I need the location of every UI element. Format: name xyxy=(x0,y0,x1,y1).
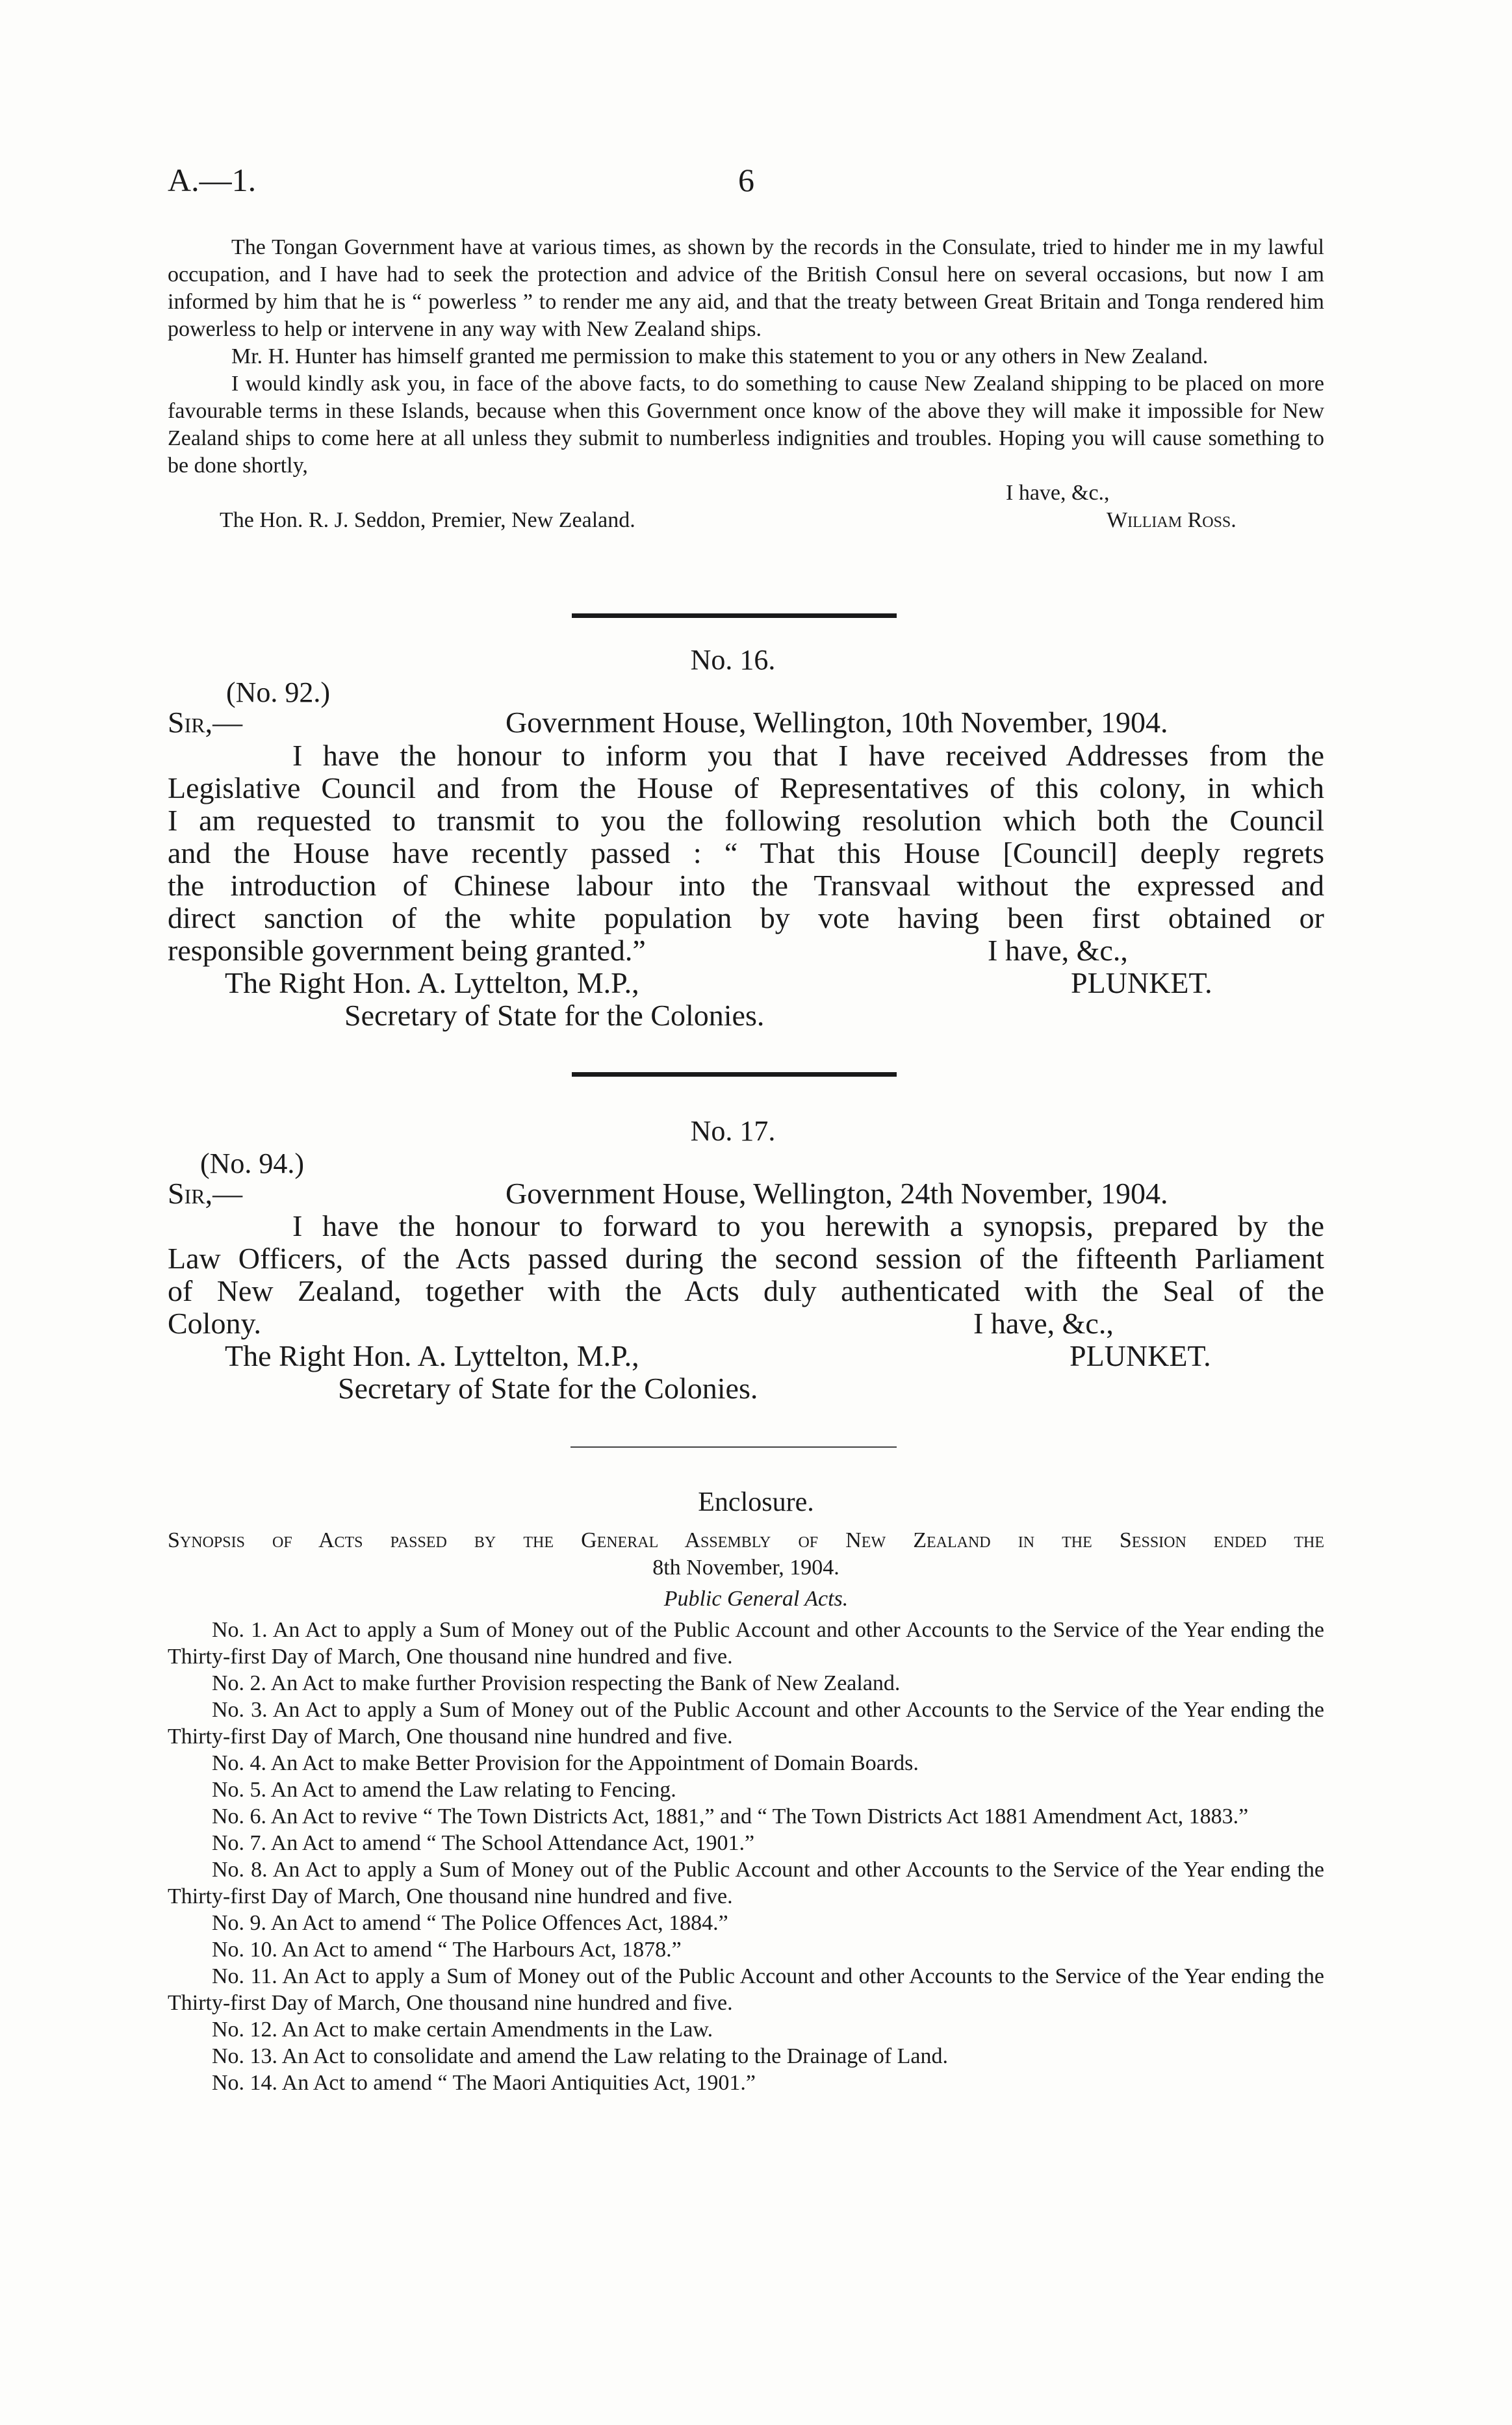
letter16-line: the introduction of Chinese labour into the Transvaal without the expressed and xyxy=(168,869,1324,902)
synopsis-heading xyxy=(168,1527,1324,1582)
section-divider xyxy=(572,613,897,618)
act-item: No. 14. An Act to amend “ The Maori Antiquities Act, 1901.” xyxy=(212,2071,756,2095)
letter17-salutation: Sir,— xyxy=(168,1177,243,1210)
act-item: No. 3. An Act to apply a Sum of Money out of the Public Account and other Accounts to the Service of the Year ending the Thirty-first Day of March, One thousand nine hundred and five. xyxy=(168,1698,1324,1749)
enclosure-title: Enclosure. xyxy=(698,1487,814,1517)
act-item: No. 12. An Act to make certain Amendments in the Law. xyxy=(212,2018,713,2042)
letter15-paragraph: I would kindly ask you, in face of the above facts, to do something to cause New Zealand shipping to be placed on more favourable terms in these Islands, because when this Government once know of the above they will make it impossible for New Zealand ships to come here at all unless they submit to numberless indignities and troubles. Hoping you will cause something to be done shortly, xyxy=(168,372,1324,478)
letter15-closing: I have, &c., xyxy=(1006,481,1110,505)
letter16-addressee: The Right Hon. A. Lyttelton, M.P., xyxy=(225,966,639,999)
letter17-addressee-title: Secretary of State for the Colonies. xyxy=(338,1372,758,1405)
letter17-heading: No. 17. xyxy=(690,1115,776,1147)
enclosure-divider xyxy=(570,1446,897,1448)
letter16-ref: (No. 92.) xyxy=(226,676,331,708)
letter15-body xyxy=(168,234,1324,534)
letter16-line: I am requested to transmit to you the following resolution which both the Council xyxy=(168,804,1324,837)
letter17-addressee: The Right Hon. A. Lyttelton, M.P., xyxy=(225,1339,639,1372)
letter15-paragraph: The Tongan Government have at various times, as shown by the records in the Consulate, tried to hinder me in my lawful occupation, and I have had to seek the protection and advice of the British Consul here on several occasions, but now I am informed by him that he is “ powerless ” to render me any aid, and that the treaty between Great Britain and Tonga rendered him powerless to help or intervene in any way with New Zealand ships. xyxy=(168,235,1324,341)
page-number: 6 xyxy=(738,162,754,198)
letter17-signature: PLUNKET. xyxy=(1070,1339,1211,1372)
letter17-line: I have the honour to forward to you herewith a synopsis, prepared by the xyxy=(292,1209,1324,1242)
act-item: No. 10. An Act to amend “ The Harbours Act, 1878.” xyxy=(212,1938,682,1962)
act-item: No. 5. An Act to amend the Law relating to Fencing. xyxy=(212,1778,676,1802)
letter17-line: of New Zealand, together with the Acts duly authenticated with the Seal of the xyxy=(168,1274,1324,1307)
letter16-line: I have the honour to inform you that I have received Addresses from the xyxy=(292,739,1324,772)
letter17-body xyxy=(168,1210,1324,1405)
letter16-body xyxy=(168,739,1324,1032)
act-item: No. 6. An Act to revive “ The Town Districts Act, 1881,” and “ The Town Districts Act 1881 Amendment Act, 1883.” xyxy=(212,1804,1249,1828)
act-item: No. 1. An Act to apply a Sum of Money out of the Public Account and other Accounts to the Service of the Year ending the Thirty-first Day of March, One thousand nine hundred and five. xyxy=(168,1618,1324,1669)
letter17-closing: I have, &c., xyxy=(973,1307,1114,1340)
letter16-line: and the House have recently passed : “ That this House [Council] deeply regrets xyxy=(168,836,1324,869)
act-item: No. 13. An Act to consolidate and amend the Law relating to the Drainage of Land. xyxy=(212,2044,949,2068)
letter15-paragraph: Mr. H. Hunter has himself granted me permission to make this statement to you or any others in New Zealand. xyxy=(231,344,1209,368)
letter16-heading: No. 16. xyxy=(690,644,776,676)
acts-list xyxy=(168,1617,1324,2096)
letter17-last-line: Colony. xyxy=(168,1307,261,1340)
letter16-salutation: Sir,— xyxy=(168,706,243,739)
act-item: No. 11. An Act to apply a Sum of Money out of the Public Account and other Accounts to the Service of the Year ending the Thirty-first Day of March, One thousand nine hundred and five. xyxy=(168,1964,1324,2015)
act-item: No. 7. An Act to amend “ The School Attendance Act, 1901.” xyxy=(212,1831,755,1855)
letter16-dateline: Government House, Wellington, 10th November, 1904. xyxy=(506,706,1168,739)
letter17-ref: (No. 94.) xyxy=(200,1148,305,1179)
letter16-addressee-title: Secretary of State for the Colonies. xyxy=(344,999,765,1032)
acts-subtitle: Public General Acts. xyxy=(663,1587,849,1611)
synopsis-date: 8th November, 1904. xyxy=(652,1556,839,1580)
act-item: No. 8. An Act to apply a Sum of Money out of the Public Account and other Accounts to the Service of the Year ending the Thirty-first Day of March, One thousand nine hundred and five. xyxy=(168,1858,1324,1908)
letter16-line: direct sanction of the white population by vote having been first obtained or xyxy=(168,901,1324,934)
letter17-line: Law Officers, of the Acts passed during the second session of the fifteenth Parliament xyxy=(168,1242,1324,1275)
page-reference: A.—1. xyxy=(168,162,257,198)
letter16-line: Legislative Council and from the House of Representatives of this colony, in which xyxy=(168,771,1324,804)
act-item: No. 2. An Act to make further Provision respecting the Bank of New Zealand. xyxy=(212,1671,901,1695)
synopsis-line: Synopsis of Acts passed by the General Assembly of New Zealand in the Session ended the xyxy=(168,1528,1324,1552)
section-divider xyxy=(572,1072,897,1077)
letter16-closing: I have, &c., xyxy=(988,934,1128,967)
act-item: No. 4. An Act to make Better Provision for the Appointment of Domain Boards. xyxy=(212,1751,919,1775)
letter15-signature: William Ross. xyxy=(1107,508,1237,532)
act-item: No. 9. An Act to amend “ The Police Offences Act, 1884.” xyxy=(212,1911,728,1935)
letter17-dateline: Government House, Wellington, 24th November, 1904. xyxy=(506,1177,1168,1210)
letter16-signature: PLUNKET. xyxy=(1071,966,1212,999)
letter16-last-line: responsible government being granted.” xyxy=(168,934,646,967)
letter15-addressee: The Hon. R. J. Seddon, Premier, New Zealand. xyxy=(220,508,635,532)
